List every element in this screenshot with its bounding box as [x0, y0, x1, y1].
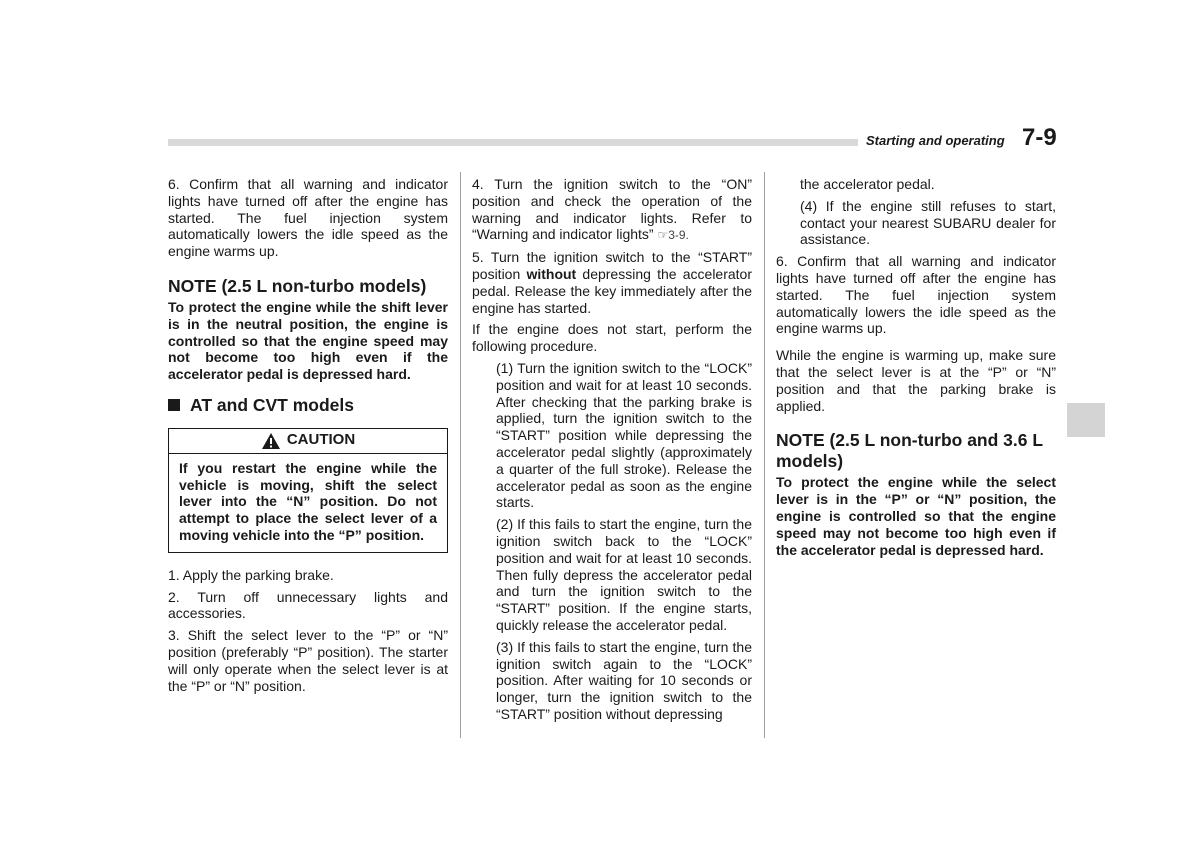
- section-heading-text: AT and CVT models: [190, 394, 354, 415]
- square-bullet-icon: [168, 399, 180, 411]
- note-heading: NOTE (2.5 L non-turbo and 3.6 L models): [776, 430, 1043, 472]
- step-3: 3. Shift the select lever to the “P” or “N” position (preferably “P” position). The starter will only operate when the select lever is at the “P” or “N” position.: [168, 627, 448, 694]
- note-body: To protect the engine while the select lever is in the “P” or “N” position, the engine is controlled so that the engine speed may not become too high even if the accelerator pedal is depressed hard.: [776, 474, 1056, 558]
- step-2: 2. Turn off unnecessary lights and accessories.: [168, 588, 448, 622]
- page-reference: ☞3-9.: [657, 228, 689, 243]
- column-divider: [460, 172, 461, 738]
- substep-2: (2) If this fails to start the engine, turn the ignition switch back to the “LOCK” position and wait for at least 10 seconds. Then fully depress the accelerator pedal and turn the ignition switch to the “START” position. If the engine starts, quickly release the accelerator pedal.: [496, 516, 752, 633]
- header-rule: [168, 139, 858, 146]
- step-6: 6. Confirm that all warning and indicator lights have turned off after the engine has started. The fuel injection system automatically lowers the idle speed as the engine warms up.: [776, 253, 1056, 337]
- warm-up-paragraph: While the engine is warming up, make sure that the select lever is at the “P” or “N” position and that the parking brake is applied.: [776, 347, 1056, 414]
- caution-body: If you restart the engine while the vehicle is moving, shift the select lever into the “N” position. Do not attempt to place the select lever of a moving vehicle into the “P” position.: [179, 459, 437, 543]
- substep-3: (3) If this fails to start the engine, turn the ignition switch again to the “LOCK” position. After waiting for 10 seconds or longer, turn the ignition switch to the “START” position without depressing: [496, 638, 752, 722]
- page-number: 7-9: [1022, 124, 1057, 151]
- caution-label: CAUTION: [286, 431, 356, 449]
- section-heading: [168, 394, 448, 415]
- caution-box: [168, 428, 448, 553]
- step-5-text-a: 5. Turn the ignition switch to the “START” position: [472, 249, 752, 282]
- column-3: [776, 176, 1056, 566]
- substep-4: (4) If the engine still refuses to start, contact your nearest SUBARU dealer for assistance.: [800, 197, 1056, 248]
- column-2: [472, 176, 752, 728]
- step-4: [472, 176, 752, 244]
- note-heading: NOTE (2.5 L non-turbo models): [168, 275, 427, 296]
- caution-header: [169, 429, 447, 454]
- step-5-text-b: depressing the accelerator pedal. Release the key immediately after the engine has started.: [472, 265, 752, 316]
- procedure-intro: If the engine does not start, perform the following procedure.: [472, 321, 752, 355]
- step-4-text: 4. Turn the ignition switch to the “ON” position and check the operation of the warning and indicator lights. Refer to “Warning and indicator lights”: [472, 176, 752, 243]
- column-divider: [764, 172, 765, 738]
- substep-3-continued: the accelerator pedal.: [800, 176, 935, 192]
- step-5-emphasis: without: [526, 265, 577, 282]
- step-1: 1. Apply the parking brake.: [168, 566, 334, 583]
- warning-triangle-icon: [261, 432, 281, 450]
- section-running-title: Starting and operating: [866, 133, 1005, 148]
- note-body: To protect the engine while the shift lever is in the neutral position, the engine is controlled so that the engine speed may not become too high even if the accelerator pedal is depressed hard.: [168, 298, 448, 383]
- step-5: [472, 249, 752, 316]
- step-6-paragraph: 6. Confirm that all warning and indicator lights have turned off after the engine has started. The fuel injection system automatically lowers the idle speed as the engine warms up.: [168, 176, 448, 260]
- substep-1: (1) Turn the ignition switch to the “LOCK” position and wait for at least 10 seconds. After checking that the parking brake is applied, turn the ignition switch to the “START” position while depressing the accelerator pedal slightly (approximately a quarter of the full stroke). Release the accelerator pedal as soon as the engine starts.: [496, 359, 752, 511]
- chapter-side-tab: [1067, 403, 1105, 437]
- column-1: [168, 176, 448, 699]
